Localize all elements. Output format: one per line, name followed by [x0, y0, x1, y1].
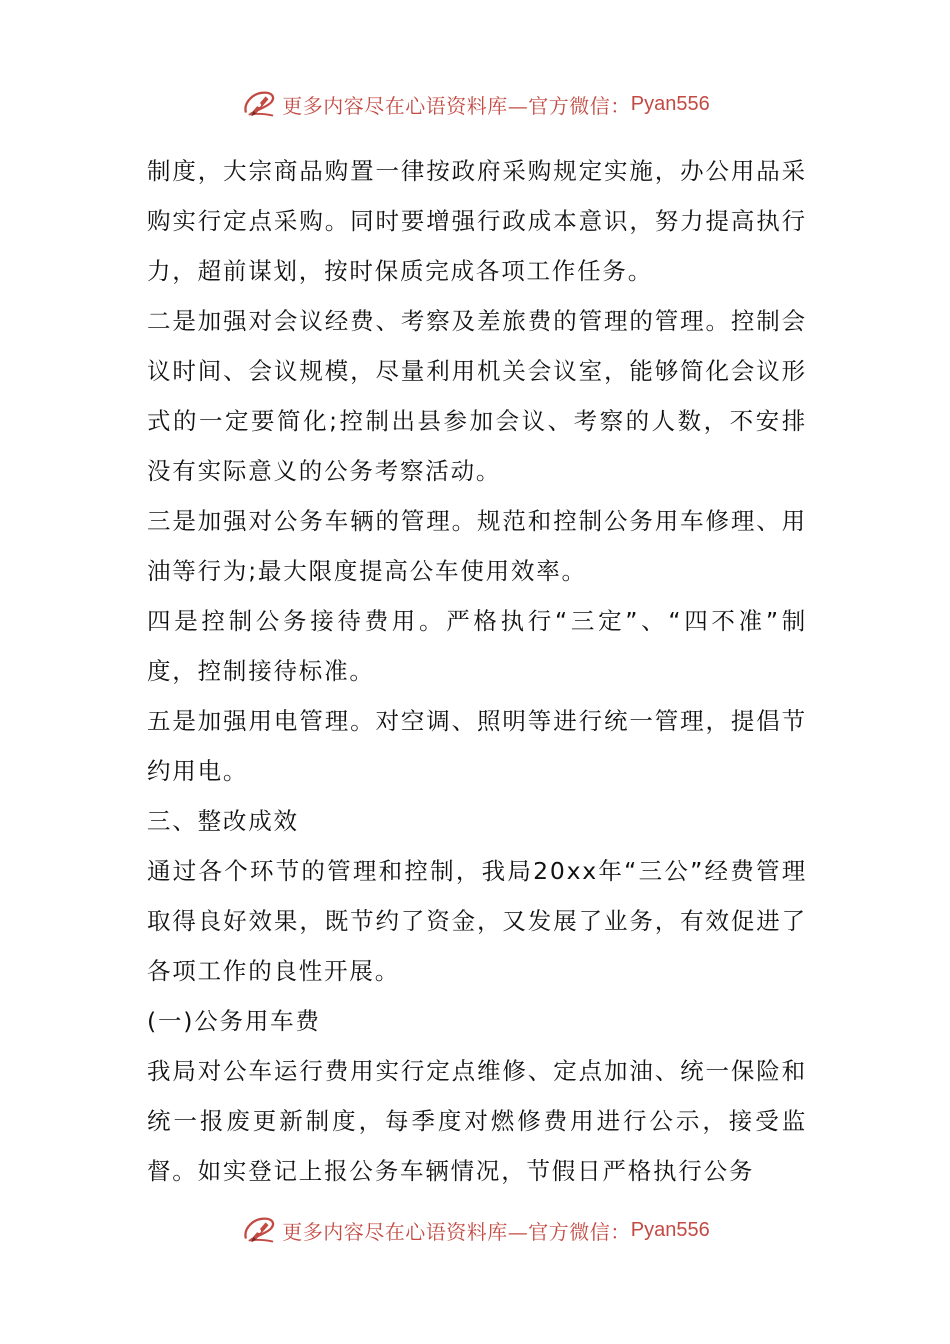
- paragraph: 五是加强用电管理。对空调、照明等进行统一管理，提倡节约用电。: [147, 707, 807, 785]
- footer-wechat-id: Pyan556: [630, 1218, 710, 1241]
- paragraph: 制度，大宗商品购置一律按政府采购规定实施，办公用品采购实行定点采购。同时要增强行政成本意识，努力提高执行力，超前谋划，按时保质完成各项工作任务。: [147, 157, 807, 285]
- paragraph: 四是控制公务接待费用。严格执行“三定”、“四不准”制度，控制接待标准。: [147, 607, 807, 685]
- subsection-heading: (一)公务用车费: [147, 1007, 321, 1035]
- paragraph: 我局对公车运行费用实行定点维修、定点加油、统一保险和统一报废更新制度，每季度对燃修费用进行公示，接受监督。如实登记上报公务车辆情况，节假日严格执行公务: [147, 1057, 807, 1185]
- section-heading: 三、整改成效: [147, 807, 299, 835]
- paragraph: 三是加强对公务车辆的管理。规范和控制公务用车修理、用油等行为;最大限度提高公车使用效率。: [147, 507, 807, 585]
- document-body: [147, 146, 807, 1196]
- paragraph: 通过各个环节的管理和控制，我局20xx年“三公”经费管理取得良好效果，既节约了资金，又发展了业务，有效促进了各项工作的良性开展。: [147, 857, 807, 985]
- signature-pen-logo-icon: [240, 1211, 278, 1249]
- header-wechat-id: Pyan556: [630, 92, 710, 115]
- signature-pen-logo-icon: [240, 85, 278, 123]
- header-banner: [0, 82, 950, 126]
- footer-banner-text: 更多内容尽在心语资料库—官方微信：: [282, 1219, 631, 1244]
- header-banner-text: 更多内容尽在心语资料库—官方微信：: [282, 93, 631, 118]
- footer-banner: [0, 1208, 950, 1252]
- paragraph: 二是加强对会议经费、考察及差旅费的管理的管理。控制会议时间、会议规模，尽量利用机关会议室，能够简化会议形式的一定要简化;控制出县参加会议、考察的人数，不安排没有实际意义的公务考察活动。: [147, 307, 807, 485]
